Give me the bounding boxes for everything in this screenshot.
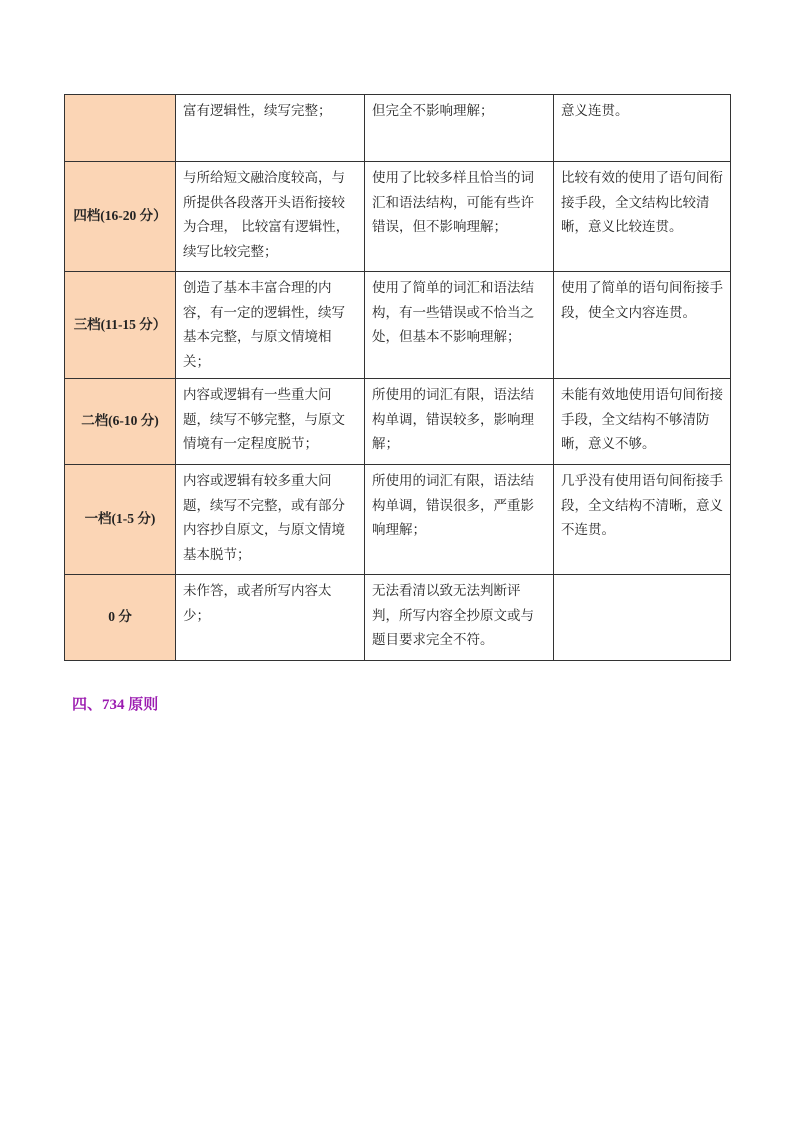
structure-cell: 使用了简单的语句间衔接手段，使全文内容连贯。 [554, 272, 731, 379]
structure-cell: 比较有效的使用了语句间衔接手段，全文结构比较清晰，意义比较连贯。 [554, 162, 731, 272]
level-cell: 四档(16-20 分） [65, 162, 176, 272]
table-row [65, 575, 731, 661]
section-heading: 四、734 原则 [72, 697, 159, 713]
table-row [65, 95, 731, 162]
structure-cell: 未能有效地使用语句间衔接手段，全文结构不够清防晰，意义不够。 [554, 379, 731, 465]
level-cell: 一档(1-5 分) [65, 465, 176, 575]
language-cell: 所使用的词汇有限，语法结构单调，错误较多，影响理解； [365, 379, 554, 465]
table-row [65, 272, 731, 379]
language-cell: 所使用的词汇有限，语法结构单调，错误很多，严重影响理解； [365, 465, 554, 575]
structure-cell [554, 575, 731, 661]
table-row [65, 379, 731, 465]
content-cell: 未作答，或者所写内容太少； [176, 575, 365, 661]
content-cell: 与所给短文融洽度较高，与所提供各段落开头语衔接较为合理， 比较富有逻辑性，续写比较完整； [176, 162, 365, 272]
level-cell: 三档(11-15 分） [65, 272, 176, 379]
content-cell: 创造了基本丰富合理的内容，有一定的逻辑性，续写基本完整，与原文情境相关； [176, 272, 365, 379]
level-cell: 0 分 [65, 575, 176, 661]
language-cell: 无法看清以致无法判断评判，所写内容全抄原文或与题目要求完全不符。 [365, 575, 554, 661]
table-row [65, 162, 731, 272]
content-cell: 富有逻辑性，续写完整； [176, 95, 365, 162]
grading-rubric-table [64, 94, 731, 661]
language-cell: 使用了比较多样且恰当的词汇和语法结构，可能有些许错误，但不影响理解； [365, 162, 554, 272]
language-cell: 使用了简单的词汇和语法结构，有一些错误或不恰当之处，但基本不影响理解； [365, 272, 554, 379]
content-cell: 内容或逻辑有较多重大问题，续写不完整，或有部分内容抄自原文，与原文情境基本脱节； [176, 465, 365, 575]
language-cell: 但完全不影响理解； [365, 95, 554, 162]
structure-cell: 意义连贯。 [554, 95, 731, 162]
level-cell: 二档(6-10 分) [65, 379, 176, 465]
content-cell: 内容或逻辑有一些重大问题，续写不够完整，与原文情境有一定程度脱节； [176, 379, 365, 465]
table-row [65, 465, 731, 575]
structure-cell: 几乎没有使用语句间衔接手段，全文结构不清晰，意义不连贯。 [554, 465, 731, 575]
level-cell [65, 95, 176, 162]
